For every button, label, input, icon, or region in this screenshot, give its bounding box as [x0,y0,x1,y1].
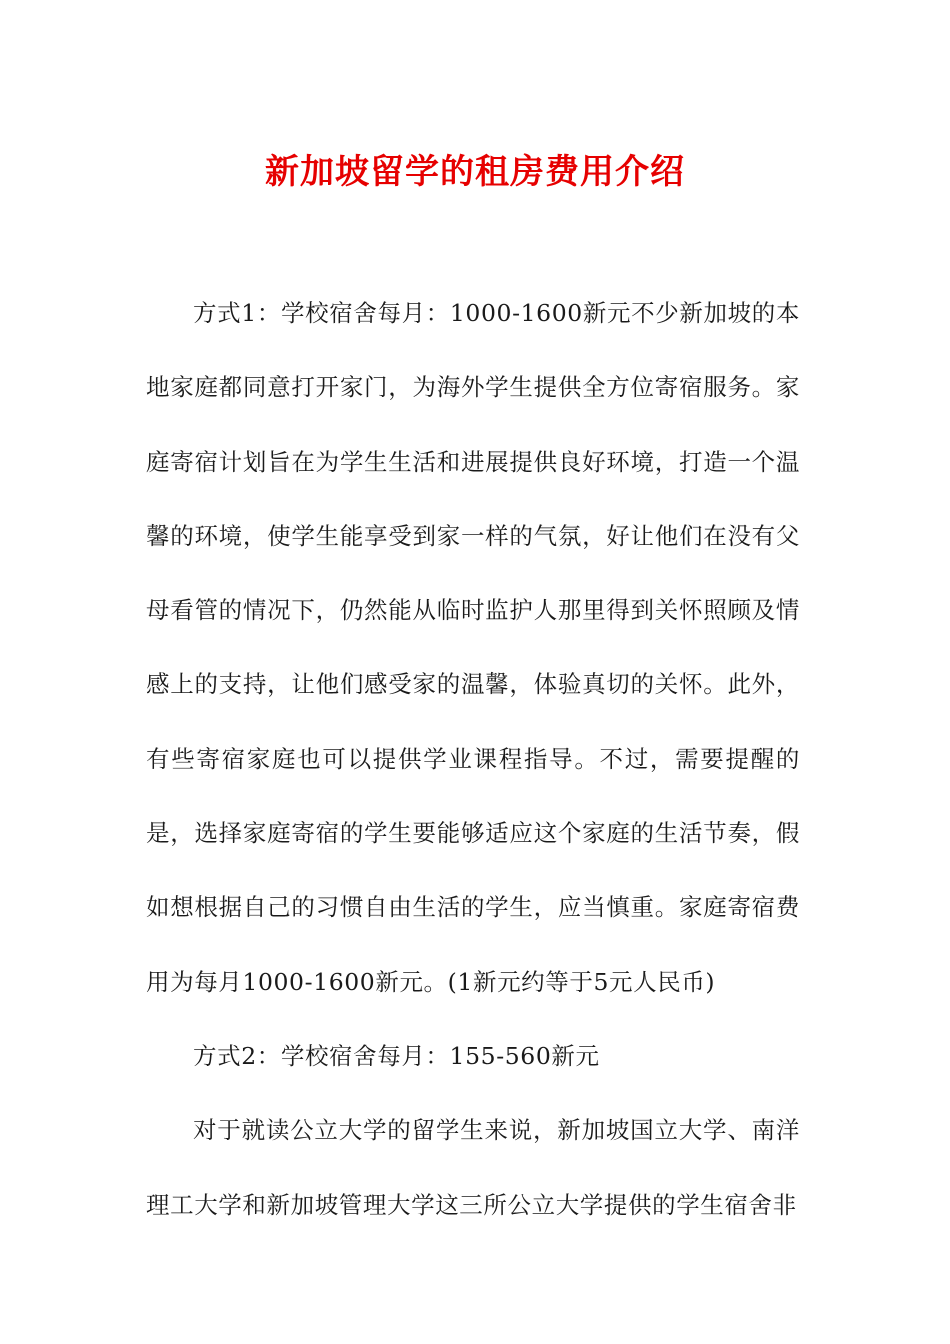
paragraph-method-1: 方式1：学校宿舍每月：1000-1600新元不少新加坡的本地家庭都同意打开家门，为海外学生提供全方位寄宿服务。家庭寄宿计划旨在为学生生活和进展提供良好环境，打造一个温馨的环境，使学生能享受到家一样的气氛，好让他们在没有父母看管的情况下，仍然能从临时监护人那里得到关怀照顾及情感上的支持，让他们感受家的温馨，体验真切的关怀。此外，有些寄宿家庭也可以提供学业课程指导。不过，需要提醒的是，选择家庭寄宿的学生要能够适应这个家庭的生活节奏，假如想根据自己的习惯自由生活的学生，应当慎重。家庭寄宿费用为每月1000-1600新元。(1新元约等于5元人民币) [146,299,800,996]
document-title: 新加坡留学的租房费用介绍 [265,152,685,192]
document-body [146,276,800,1242]
paragraph-method-2: 方式2：学校宿舍每月：155-560新元 [193,1041,600,1070]
paragraph-public-universities: 对于就读公立大学的留学生来说，新加坡国立大学、南洋理工大学和新加坡管理大学这三所公立大学提供的学生宿舍非 [146,1116,800,1219]
